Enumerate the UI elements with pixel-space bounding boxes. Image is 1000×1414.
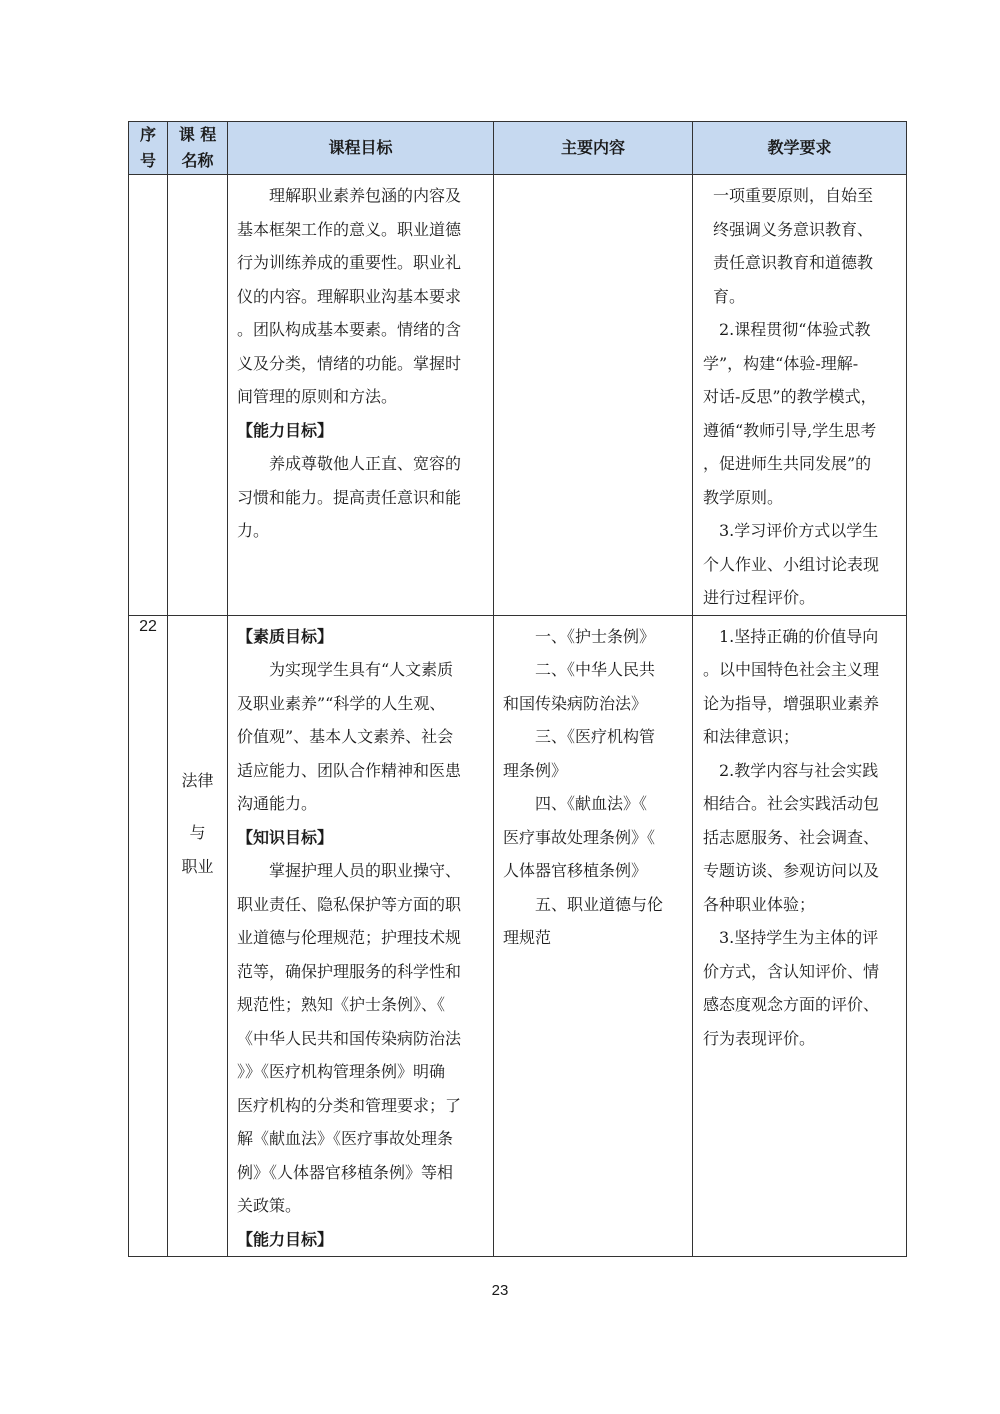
- text-line: ，促进师生共同发展”的: [703, 454, 872, 473]
- text-line: 职业责任、隐私保护等方面的职: [237, 894, 462, 914]
- row1-seq-cell: [129, 175, 168, 616]
- text-line: 业道德与伦理规范；护理技术规: [237, 928, 462, 947]
- text-line: 【能力目标】: [237, 1229, 334, 1249]
- row2-seq-cell: [129, 615, 168, 1257]
- text-line: 及职业素养”“科学的人生观、: [237, 693, 446, 713]
- text-line: 习惯和能力。提高责任意识和能: [237, 487, 462, 507]
- text-line: 为实现学生具有“人文素质: [269, 660, 454, 679]
- text-line: 进行过程评价。: [703, 588, 816, 607]
- text-line: 2.课程贯彻“体验式教: [719, 320, 871, 339]
- header-seq: 序 号: [129, 122, 168, 175]
- text-line: 括志愿服务、社会调查、: [703, 827, 880, 847]
- text-line: 价方式，含认知评价、情: [703, 961, 880, 981]
- text-line: 3.坚持学生为主体的评: [719, 928, 879, 947]
- text-line: 养成尊敬他人正直、宽容的: [269, 454, 462, 473]
- text-line: 理规范: [503, 928, 552, 947]
- text-line: 五、职业道德与伦: [535, 894, 664, 914]
- text-line: 【知识目标】: [237, 827, 334, 847]
- row1-name-cell: [168, 175, 228, 616]
- text-line: 义及分类，情绪的功能。掌握时: [237, 353, 462, 373]
- header-course-goal: 课程目标: [228, 122, 494, 175]
- table-header-row: [129, 122, 907, 175]
- text-line: 行为表现评价。: [703, 1028, 816, 1048]
- text-line: 一、《护士条例》: [535, 626, 656, 646]
- text-line: 仪的内容。理解职业沟基本要求: [237, 286, 462, 306]
- text-line: 一项重要原则，自始至: [713, 186, 874, 205]
- text-line: 遵循“教师引导,学生思考: [703, 420, 877, 440]
- text-line: 行为训练养成的重要性。职业礼: [237, 253, 462, 272]
- header-teaching-req: 教学要求: [693, 122, 907, 175]
- text-line: 专题访谈、参观访问以及: [703, 861, 880, 880]
- row2-name-cell: [168, 615, 228, 1257]
- text-line: 《中华人民共和国传染病防治法: [237, 1028, 462, 1048]
- text-line: 和法律意识；: [703, 727, 800, 746]
- text-line: 。以中国特色社会主义理: [703, 660, 880, 679]
- row2-name-line2: 与: [189, 822, 206, 842]
- text-line: 【素质目标】: [237, 626, 334, 646]
- text-line: 沟通能力。: [237, 794, 318, 813]
- text-line: 2.教学内容与社会实践: [719, 760, 879, 780]
- text-line: 价值观”、基本人文素养、社会: [237, 727, 454, 746]
- text-line: 终强调义务意识教育、: [713, 219, 874, 239]
- text-line: 例》《人体器官移植条例》等相: [237, 1162, 454, 1182]
- row1-goal-cell: [228, 175, 494, 616]
- text-line: 论为指导，增强职业素养: [703, 693, 880, 713]
- row1-req-cell: [693, 175, 907, 616]
- text-line: 理条例》: [503, 760, 568, 780]
- page-number: 23: [491, 1282, 509, 1299]
- text-line: 解《献血法》《医疗事故处理条: [237, 1129, 454, 1148]
- text-line: 学”，构建“体验-理解-: [703, 353, 859, 373]
- text-line: 关政策。: [237, 1196, 302, 1215]
- text-line: 基本框架工作的意义。职业道德: [237, 219, 462, 239]
- row2-goal-cell: [228, 615, 494, 1257]
- text-line: 三、《医疗机构管: [535, 727, 656, 746]
- text-line: 责任意识教育和道德教: [713, 253, 874, 272]
- text-line: 对话-反思”的教学模式，: [703, 387, 877, 406]
- text-line: 。团队构成基本要素。情绪的含: [237, 320, 462, 339]
- text-line: 理解职业素养包涵的内容及: [269, 186, 462, 205]
- text-line: 四、《献血法》《: [535, 794, 648, 813]
- text-line: 二、《中华人民共: [535, 660, 656, 679]
- text-line: 相结合。社会实践活动包: [703, 794, 880, 813]
- text-line: 力。: [237, 521, 270, 540]
- table-row: [129, 615, 907, 1257]
- header-course-name: 课 程 名称: [168, 122, 228, 175]
- text-line: 医疗机构的分类和管理要求；了: [237, 1095, 462, 1115]
- text-line: 个人作业、小组讨论表现: [703, 554, 880, 574]
- text-line: 1.坚持正确的价值导向: [719, 626, 879, 646]
- text-line: 育。: [713, 286, 746, 306]
- row2-content-cell: [494, 615, 693, 1257]
- course-table: [128, 121, 907, 1257]
- text-line: 医疗事故处理条例》《: [503, 827, 656, 847]
- text-line: 3.学习评价方式以学生: [719, 521, 879, 540]
- header-main-content: 主要内容: [494, 122, 693, 175]
- text-line: 人体器官移植条例》: [503, 861, 648, 880]
- row2-name-line1: 法律: [181, 770, 214, 790]
- text-line: 》》《医疗机构管理条例》明确: [237, 1062, 446, 1081]
- text-line: 间管理的原则和方法。: [237, 387, 398, 406]
- text-line: 教学原则。: [703, 487, 784, 507]
- text-line: 感态度观念方面的评价、: [703, 995, 880, 1014]
- row2-name-line3: 职业: [181, 856, 214, 876]
- table-row: [129, 175, 907, 616]
- row2-seq: 22: [139, 617, 157, 635]
- text-line: 各种职业体验；: [703, 894, 816, 914]
- text-line: 掌握护理人员的职业操守、: [269, 861, 462, 880]
- row2-req-cell: [693, 615, 907, 1257]
- text-line: 【能力目标】: [237, 420, 334, 440]
- row1-content-cell: [494, 175, 693, 616]
- text-line: 规范性；熟知《护士条例》、《: [237, 995, 446, 1014]
- text-line: 和国传染病防治法》: [503, 693, 648, 713]
- text-line: 范等，确保护理服务的科学性和: [237, 961, 462, 981]
- text-line: 适应能力、团队合作精神和医患: [237, 760, 462, 780]
